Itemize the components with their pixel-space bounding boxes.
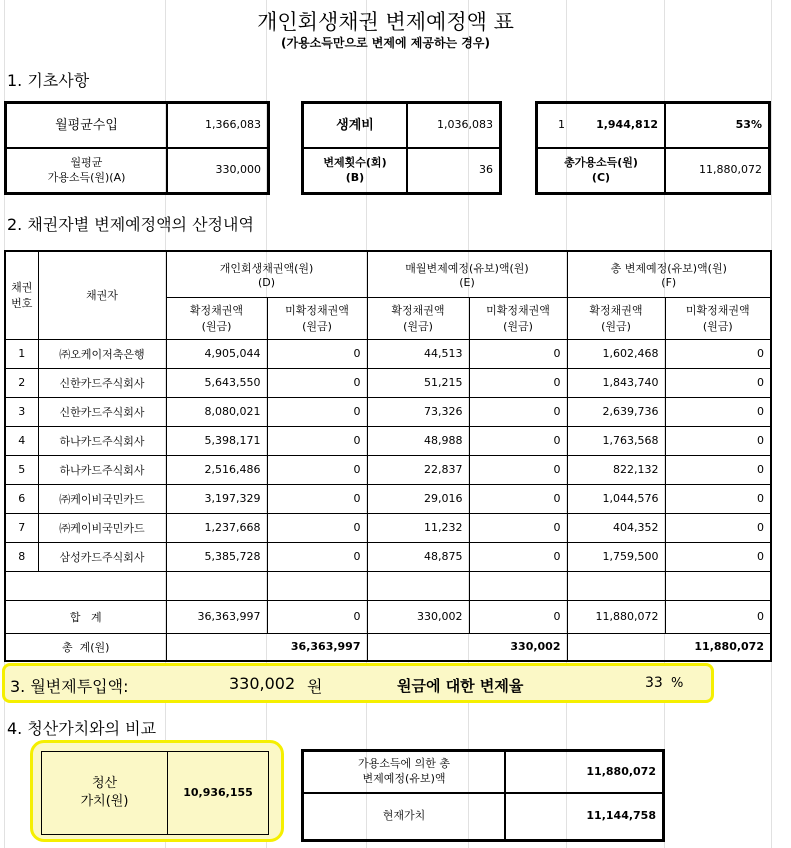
table-row bbox=[5, 484, 771, 513]
row-e-unconfirmed: 0 bbox=[469, 455, 567, 484]
section-2-heading: 2. 채권자별 변제예정액의 산정내역 bbox=[7, 215, 254, 234]
row-no: 5 bbox=[5, 455, 38, 484]
row-d-confirmed: 3,197,329 bbox=[166, 484, 267, 513]
subtotal-row bbox=[5, 600, 771, 633]
row-f-confirmed: 1,763,568 bbox=[567, 426, 665, 455]
row-creditor: ㈜케이비국민카드 bbox=[38, 484, 166, 513]
row-no: 8 bbox=[5, 542, 38, 571]
table-row bbox=[5, 513, 771, 542]
row-e-confirmed: 11,232 bbox=[367, 513, 469, 542]
repayment-rate-value: 33 bbox=[645, 675, 663, 691]
header-f-unconfirmed bbox=[665, 297, 771, 339]
row-e-confirmed: 44,513 bbox=[367, 339, 469, 368]
total-disposable-value: 11,880,072 bbox=[665, 148, 769, 193]
ratio-amount: 1,944,812 bbox=[596, 118, 658, 132]
row-e-confirmed: 29,016 bbox=[367, 484, 469, 513]
total-repay-label-line1: 가용소득에 의한 총 bbox=[357, 757, 450, 771]
row-e-unconfirmed: 0 bbox=[469, 542, 567, 571]
header-d-confirmed bbox=[166, 297, 267, 339]
header-e-unconfirmed bbox=[469, 297, 567, 339]
empty-cell bbox=[469, 571, 567, 600]
table-row bbox=[5, 426, 771, 455]
row-creditor: ㈜오케이저축은행 bbox=[38, 339, 166, 368]
row-f-confirmed: 1,044,576 bbox=[567, 484, 665, 513]
subtotal-d-unconfirmed: 0 bbox=[267, 600, 367, 633]
header-unconfirmed-line1: 미확정채권액 bbox=[685, 304, 750, 317]
row-e-unconfirmed: 0 bbox=[469, 397, 567, 426]
total-repay-value: 11,880,072 bbox=[505, 751, 663, 793]
row-d-confirmed: 8,080,021 bbox=[166, 397, 267, 426]
total-label: 총 계(원) bbox=[5, 633, 166, 661]
row-d-confirmed: 4,905,044 bbox=[166, 339, 267, 368]
table-row-empty bbox=[5, 571, 771, 600]
header-no-line2: 번호 bbox=[11, 297, 33, 311]
subtotal-e-unconfirmed: 0 bbox=[469, 600, 567, 633]
present-value-label: 현재가치 bbox=[303, 793, 505, 840]
disposable-income-label bbox=[6, 148, 167, 193]
subtotal-f-confirmed: 11,880,072 bbox=[567, 600, 665, 633]
row-f-unconfirmed: 0 bbox=[665, 513, 771, 542]
monthly-income-label: 월평균수입 bbox=[6, 103, 167, 148]
total-d: 36,363,997 bbox=[166, 633, 367, 661]
repay-count-value: 36 bbox=[407, 148, 500, 193]
row-d-confirmed: 5,643,550 bbox=[166, 368, 267, 397]
table-row bbox=[5, 542, 771, 571]
total-repay-label bbox=[303, 751, 505, 793]
row-no: 6 bbox=[5, 484, 38, 513]
liquidation-label-line1: 청산 bbox=[91, 776, 118, 792]
row-f-confirmed: 1,759,500 bbox=[567, 542, 665, 571]
repayment-rate-unit: % bbox=[671, 676, 684, 691]
header-group-e-line1: 매월변제예정(유보)액(원) bbox=[405, 261, 529, 275]
total-e: 330,002 bbox=[367, 633, 567, 661]
subtotal-e-confirmed: 330,002 bbox=[367, 600, 469, 633]
row-d-unconfirmed: 0 bbox=[267, 397, 367, 426]
row-creditor: 삼성카드주식회사 bbox=[38, 542, 166, 571]
living-cost-label: 생계비 bbox=[303, 103, 407, 148]
header-group-d-line2: (D) bbox=[257, 275, 276, 289]
ratio-index: 1 bbox=[558, 118, 565, 132]
header-e-confirmed bbox=[367, 297, 469, 339]
header-no bbox=[5, 251, 38, 339]
header-unconfirmed-line2: (원금) bbox=[503, 320, 533, 333]
ratio-percent: 53% bbox=[665, 103, 769, 148]
row-e-confirmed: 22,837 bbox=[367, 455, 469, 484]
row-d-confirmed: 1,237,668 bbox=[166, 513, 267, 542]
present-value-value: 11,144,758 bbox=[505, 793, 663, 840]
header-d-unconfirmed bbox=[267, 297, 367, 339]
monthly-repayment-highlight bbox=[2, 663, 714, 703]
repay-count-label-line2: (B) bbox=[345, 170, 365, 184]
row-e-unconfirmed: 0 bbox=[469, 513, 567, 542]
header-group-d bbox=[166, 251, 367, 297]
row-d-unconfirmed: 0 bbox=[267, 455, 367, 484]
liquidation-value: 10,936,155 bbox=[167, 751, 269, 835]
row-e-unconfirmed: 0 bbox=[469, 339, 567, 368]
row-d-unconfirmed: 0 bbox=[267, 484, 367, 513]
row-d-confirmed: 2,516,486 bbox=[166, 455, 267, 484]
subtotal-f-unconfirmed: 0 bbox=[665, 600, 771, 633]
total-row bbox=[5, 633, 771, 661]
header-group-f-line1: 총 변제예정(유보)액(원) bbox=[610, 261, 727, 275]
row-d-unconfirmed: 0 bbox=[267, 368, 367, 397]
row-creditor: ㈜케이비국민카드 bbox=[38, 513, 166, 542]
row-e-unconfirmed: 0 bbox=[469, 426, 567, 455]
basic-info-box-middle bbox=[301, 101, 502, 195]
basic-info-box-left bbox=[4, 101, 270, 195]
header-group-e-line2: (E) bbox=[459, 275, 475, 289]
row-f-confirmed: 822,132 bbox=[567, 455, 665, 484]
row-no: 1 bbox=[5, 339, 38, 368]
total-repay-label-line2: 변제예정(유보)액 bbox=[362, 772, 446, 785]
repay-count-label bbox=[303, 148, 407, 193]
empty-creditor-cell bbox=[5, 571, 166, 600]
row-f-unconfirmed: 0 bbox=[665, 484, 771, 513]
repayment-rate-label: 원금에 대한 변제율 bbox=[397, 677, 524, 695]
row-f-unconfirmed: 0 bbox=[665, 368, 771, 397]
header-confirmed-line1: 확정채권액 bbox=[391, 304, 445, 317]
row-d-unconfirmed: 0 bbox=[267, 542, 367, 571]
row-creditor: 신한카드주식회사 bbox=[38, 368, 166, 397]
header-confirmed-line2: (원금) bbox=[601, 320, 631, 333]
subtotal-label: 합 계 bbox=[5, 600, 166, 633]
empty-cell bbox=[567, 571, 665, 600]
row-e-unconfirmed: 0 bbox=[469, 484, 567, 513]
row-d-unconfirmed: 0 bbox=[267, 426, 367, 455]
row-f-unconfirmed: 0 bbox=[665, 542, 771, 571]
row-e-confirmed: 51,215 bbox=[367, 368, 469, 397]
page-subtitle: (가용소득만으로 변제에 제공하는 경우) bbox=[281, 36, 490, 50]
row-creditor: 신한카드주식회사 bbox=[38, 397, 166, 426]
monthly-repayment-label: 3. 월변제투입액: bbox=[10, 677, 129, 696]
row-d-unconfirmed: 0 bbox=[267, 513, 367, 542]
header-unconfirmed-line2: (원금) bbox=[702, 320, 733, 333]
table-row bbox=[5, 368, 771, 397]
row-f-confirmed: 1,843,740 bbox=[567, 368, 665, 397]
empty-cell bbox=[267, 571, 367, 600]
liquidation-label bbox=[41, 751, 168, 835]
monthly-repayment-unit: 원 bbox=[307, 677, 323, 696]
row-f-confirmed: 2,639,736 bbox=[567, 397, 665, 426]
row-e-unconfirmed: 0 bbox=[469, 368, 567, 397]
row-creditor: 하나카드주식회사 bbox=[38, 426, 166, 455]
header-confirmed-line1: 확정채권액 bbox=[589, 304, 643, 317]
basic-info-box-right bbox=[535, 101, 771, 195]
header-confirmed-line2: (원금) bbox=[403, 320, 433, 333]
row-f-unconfirmed: 0 bbox=[665, 426, 771, 455]
total-f: 11,880,072 bbox=[567, 633, 771, 661]
header-unconfirmed-line1: 미확정채권액 bbox=[486, 304, 550, 317]
header-creditor: 채권자 bbox=[38, 251, 166, 339]
empty-cell bbox=[367, 571, 469, 600]
row-d-unconfirmed: 0 bbox=[267, 339, 367, 368]
row-d-confirmed: 5,398,171 bbox=[166, 426, 267, 455]
row-creditor: 하나카드주식회사 bbox=[38, 455, 166, 484]
creditor-table bbox=[4, 250, 772, 662]
repay-count-label-line1: 변제횟수(회) bbox=[323, 155, 387, 169]
disposable-income-value: 330,000 bbox=[167, 148, 268, 193]
header-unconfirmed-line1: 미확정채권액 bbox=[285, 304, 349, 317]
living-cost-value: 1,036,083 bbox=[407, 103, 500, 148]
liquidation-label-line2: 가치(원) bbox=[80, 794, 129, 809]
row-no: 2 bbox=[5, 368, 38, 397]
liquidation-highlight bbox=[30, 740, 284, 842]
header-group-f bbox=[567, 251, 771, 297]
disposable-income-label-line1: 월평균 bbox=[70, 155, 103, 169]
row-f-unconfirmed: 0 bbox=[665, 455, 771, 484]
comparison-box bbox=[301, 749, 665, 842]
header-unconfirmed-line2: (원금) bbox=[302, 320, 332, 333]
header-f-confirmed bbox=[567, 297, 665, 339]
header-confirmed-line1: 확정채권액 bbox=[189, 304, 244, 317]
row-f-confirmed: 1,602,468 bbox=[567, 339, 665, 368]
page-title: 개인회생채권 변제예정액 표 bbox=[257, 10, 514, 34]
subtotal-d-confirmed: 36,363,997 bbox=[166, 600, 267, 633]
row-d-confirmed: 5,385,728 bbox=[166, 542, 267, 571]
ratio-cell bbox=[537, 103, 665, 148]
header-no-line1: 채권 bbox=[11, 281, 33, 295]
row-e-confirmed: 73,326 bbox=[367, 397, 469, 426]
empty-cell bbox=[166, 571, 267, 600]
header-group-d-line1: 개인회생채권액(원) bbox=[219, 261, 314, 275]
section-4-heading: 4. 청산가치와의 비교 bbox=[7, 719, 157, 738]
table-row bbox=[5, 397, 771, 426]
monthly-income-value: 1,366,083 bbox=[167, 103, 268, 148]
header-confirmed-line2: (원금) bbox=[201, 320, 232, 333]
row-f-confirmed: 404,352 bbox=[567, 513, 665, 542]
monthly-repayment-amount: 330,002 bbox=[229, 674, 296, 693]
row-f-unconfirmed: 0 bbox=[665, 397, 771, 426]
total-disposable-label-line2: (C) bbox=[591, 170, 611, 184]
section-1-heading: 1. 기초사항 bbox=[7, 71, 90, 90]
empty-cell bbox=[665, 571, 771, 600]
total-disposable-label-line1: 총가용소득(원) bbox=[564, 155, 638, 169]
header-group-f-line2: (F) bbox=[661, 275, 677, 289]
row-no: 3 bbox=[5, 397, 38, 426]
table-row bbox=[5, 339, 771, 368]
disposable-income-label-line2: 가용소득(원)(A) bbox=[47, 170, 126, 184]
row-f-unconfirmed: 0 bbox=[665, 339, 771, 368]
total-disposable-label bbox=[537, 148, 665, 193]
row-e-confirmed: 48,988 bbox=[367, 426, 469, 455]
header-group-e bbox=[367, 251, 567, 297]
row-no: 7 bbox=[5, 513, 38, 542]
row-no: 4 bbox=[5, 426, 38, 455]
row-e-confirmed: 48,875 bbox=[367, 542, 469, 571]
table-row bbox=[5, 455, 771, 484]
